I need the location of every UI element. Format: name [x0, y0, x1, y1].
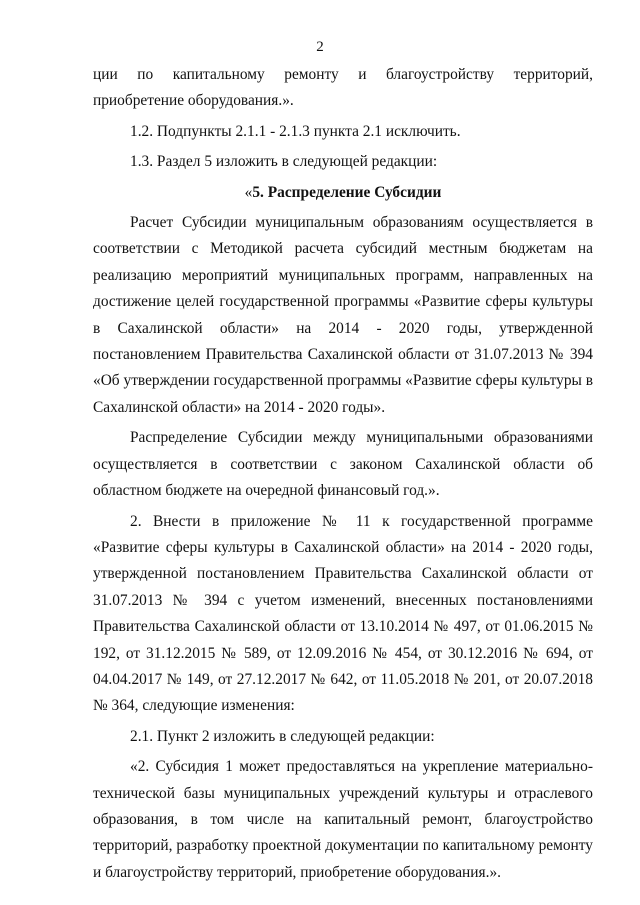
document-body	[93, 62, 593, 890]
paragraph-distribution: Распределение Субсидии между муниципальными образованиями осуществляется в соответствии с законом Сахалинской области об областном бюджете на очередной финансовый год.».	[93, 429, 593, 500]
section-heading-quote: «	[244, 183, 253, 201]
paragraph-continuation: ции по капитальному ремонту и благоустройству территорий, приобретение оборудования.».	[93, 66, 593, 110]
paragraph-calculation: Расчет Субсидии муниципальным образованиям осуществляется в соответствии с Методикой расчета субсидий местным бюджетам на реализацию мероприятий муниципальных программ, направленных на достижение целей государственной программы «Развитие сферы культуры в Сахалинской области» на 2014 - 2020 годы, утвержденной постановлением Правительства Сахалинской области от 31.07.2013 № 394 «Об утверждении государственной программы «Развитие сферы культуры в Сахалинской области» на 2014 - 2020 годы».	[93, 214, 593, 416]
paragraph-item-1-3: 1.3. Раздел 5 изложить в следующей редакции:	[130, 153, 438, 171]
paragraph-item-2-1: 2.1. Пункт 2 изложить в следующей редакции:	[130, 727, 435, 745]
paragraph-subsidy-1: «2. Субсидия 1 может предоставляться на укрепление материально-технической базы муниципальных учреждений культуры и отраслевого образования, в том числе на капитальный ремонт, благоустройство территорий, разработку проектной документации по капитальному ремонту и благоустройству территорий, приобретение оборудования.».	[93, 758, 593, 881]
section-heading	[93, 180, 593, 206]
page-number: 2	[316, 39, 324, 55]
paragraph-item-1-2: 1.2. Подпункты 2.1.1 - 2.1.3 пункта 2.1 исключить.	[130, 122, 461, 140]
section-heading-title: 5. Распределение Субсидии	[252, 183, 442, 201]
paragraph-item-2: 2. Внести в приложение № 11 к государственной программе «Развитие сферы культуры в Сахалинской области» на 2014 - 2020 годы, утвержденной постановлением Правительства Сахалинской области от 31.07.2013 № 394 с учетом изменений, внесенных постановлениями Правительства Сахалинской области от 13.10.2014 № 497, от 01.06.2015 № 192, от 31.12.2015 № 589, от 12.09.2016 № 454, от 30.12.2016 № 694, от 04.04.2017 № 149, от 27.12.2017 № 642, от 11.05.2018 № 201, от 20.07.2018 № 364, следующие изменения:	[93, 512, 593, 715]
